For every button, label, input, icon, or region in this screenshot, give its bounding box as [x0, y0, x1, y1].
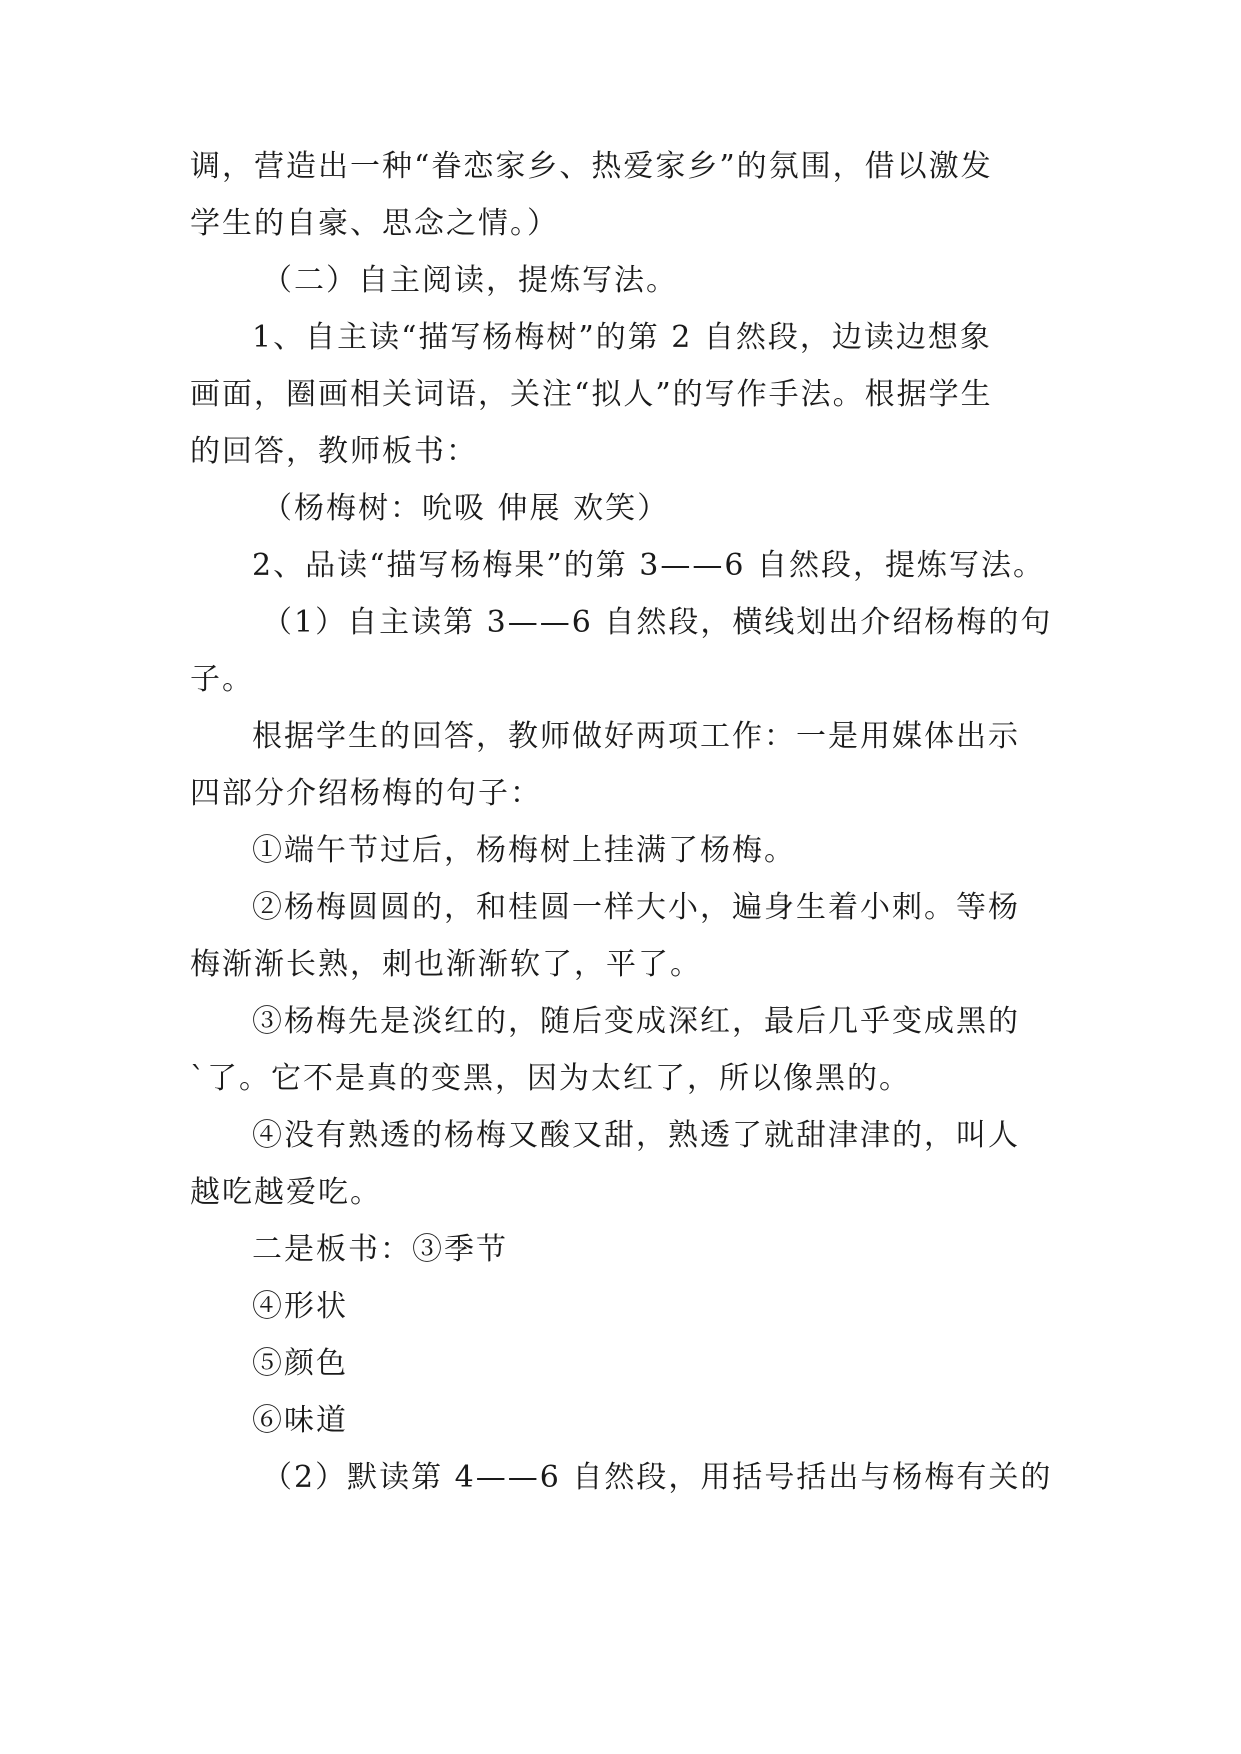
text-line: （2）默读第 4——6 自然段，用括号括出与杨梅有关的 — [262, 1460, 1053, 1495]
text-line: ①端午节过后，杨梅树上挂满了杨梅。 — [252, 833, 796, 868]
text-line: 2、品读“描写杨梅果”的第 3——6 自然段，提炼写法。 — [252, 548, 1046, 583]
text-line: ④形状 — [252, 1289, 348, 1324]
text-line: ⑥味道 — [252, 1403, 348, 1438]
text-line: ④没有熟透的杨梅又酸又甜，熟透了就甜津津的，叫人 — [252, 1118, 1020, 1153]
text-line: ⑤颜色 — [252, 1346, 348, 1381]
text-line: 画面，圈画相关词语，关注“拟人”的写作手法。根据学生 — [190, 377, 993, 412]
text-line: 越吃越爱吃。 — [190, 1175, 382, 1210]
text-line: 根据学生的回答，教师做好两项工作：一是用媒体出示 — [252, 719, 1020, 754]
text-line: （二）自主阅读，提炼写法。 — [262, 263, 678, 298]
text-line: （杨梅树：吮吸 伸展 欢笑） — [262, 491, 670, 526]
text-line: 学生的自豪、思念之情。） — [190, 206, 559, 241]
text-line: `了。它不是真的变黑，因为太红了，所以像黑的。 — [190, 1061, 911, 1096]
text-line: 二是板书：③季节 — [252, 1232, 508, 1267]
text-line: ②杨梅圆圆的，和桂圆一样大小，遍身生着小刺。等杨 — [252, 890, 1020, 925]
text-line: 梅渐渐长熟，刺也渐渐软了，平了。 — [190, 947, 702, 982]
text-line: 1、自主读“描写杨梅树”的第 2 自然段，边读边想象 — [252, 320, 992, 355]
text-line: 子。 — [190, 662, 254, 697]
text-line: ③杨梅先是淡红的，随后变成深红，最后几乎变成黑的 — [252, 1004, 1020, 1039]
text-line: 四部分介绍杨梅的句子： — [190, 776, 542, 811]
text-line: （1）自主读第 3——6 自然段，横线划出介绍杨梅的句 — [262, 605, 1053, 640]
text-line: 调，营造出一种“眷恋家乡、热爱家乡”的氛围，借以激发 — [190, 149, 993, 184]
text-line: 的回答，教师板书： — [190, 434, 478, 469]
